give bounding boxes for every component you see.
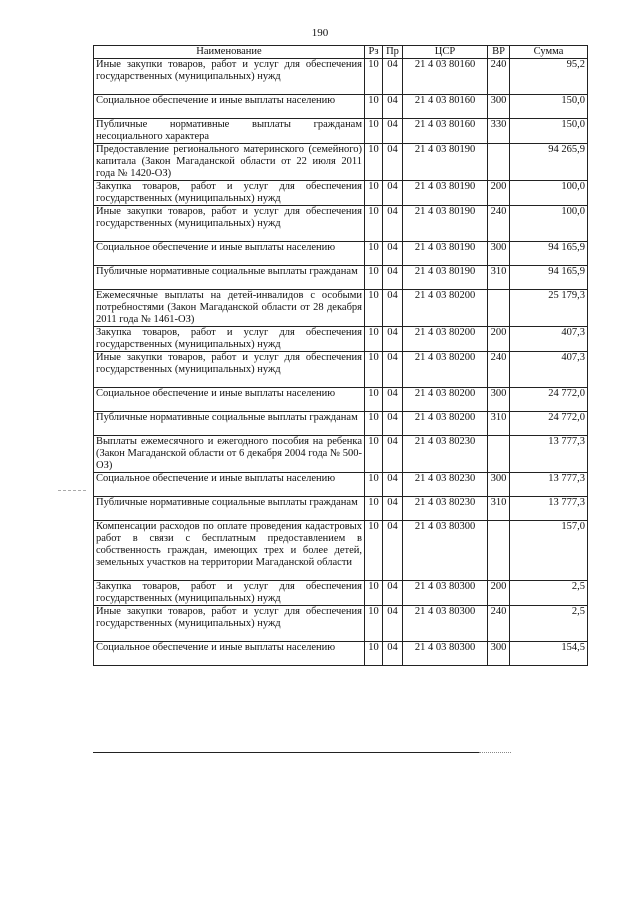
table-row (94, 290, 588, 327)
row-name-cell: Выплаты ежемесячного и ежегодного пособия на ребенка (Закон Магаданской области от 6 декабря 2004 года № 500-ОЗ) (94, 436, 365, 473)
row-csr-cell: 21 4 03 80300 (403, 521, 488, 581)
row-sum-cell: 407,3 (510, 327, 588, 352)
row-sum-cell: 150,0 (510, 119, 588, 144)
table-row (94, 327, 588, 352)
row-sum-cell: 2,5 (510, 581, 588, 606)
row-rz-cell: 10 (365, 181, 383, 206)
row-name-cell: Иные закупки товаров, работ и услуг для обеспечения государственных (муниципальных) нужд (94, 606, 365, 642)
header-pr: Пр (383, 46, 403, 59)
row-csr-cell: 21 4 03 80160 (403, 119, 488, 144)
row-pr-cell: 04 (383, 473, 403, 497)
table-row (94, 388, 588, 412)
row-rz-cell: 10 (365, 119, 383, 144)
table-row (94, 521, 588, 581)
row-csr-cell: 21 4 03 80190 (403, 266, 488, 290)
row-vr-cell: 300 (488, 642, 510, 666)
row-rz-cell: 10 (365, 206, 383, 242)
row-name-cell: Публичные нормативные выплаты гражданам несоциального характера (94, 119, 365, 144)
row-vr-cell: 310 (488, 412, 510, 436)
table-row (94, 436, 588, 473)
budget-table (93, 45, 588, 666)
row-vr-cell: 240 (488, 352, 510, 388)
row-vr-cell (488, 290, 510, 327)
row-name-cell: Ежемесячные выплаты на детей-инвалидов с особыми потребностями (Закон Магаданской области от 28 декабря 2011 года № 1461-ОЗ) (94, 290, 365, 327)
row-vr-cell: 200 (488, 181, 510, 206)
row-rz-cell: 10 (365, 388, 383, 412)
row-pr-cell: 04 (383, 436, 403, 473)
bottom-rule-tail (479, 752, 511, 753)
row-pr-cell: 04 (383, 642, 403, 666)
row-rz-cell: 10 (365, 606, 383, 642)
row-rz-cell: 10 (365, 242, 383, 266)
row-csr-cell: 21 4 03 80200 (403, 412, 488, 436)
margin-mark (58, 490, 86, 491)
row-name-cell: Иные закупки товаров, работ и услуг для обеспечения государственных (муниципальных) нужд (94, 206, 365, 242)
table-row (94, 242, 588, 266)
row-vr-cell: 300 (488, 388, 510, 412)
row-vr-cell: 240 (488, 206, 510, 242)
row-sum-cell: 94 265,9 (510, 144, 588, 181)
row-name-cell: Иные закупки товаров, работ и услуг для обеспечения государственных (муниципальных) нужд (94, 352, 365, 388)
header-csr: ЦСР (403, 46, 488, 59)
row-rz-cell: 10 (365, 436, 383, 473)
row-sum-cell: 13 777,3 (510, 473, 588, 497)
row-pr-cell: 04 (383, 352, 403, 388)
row-pr-cell: 04 (383, 119, 403, 144)
row-name-cell: Предоставление регионального материнского (семейного) капитала (Закон Магаданской области от 22 июля 2011 года № 1420-ОЗ) (94, 144, 365, 181)
row-pr-cell: 04 (383, 521, 403, 581)
row-sum-cell: 154,5 (510, 642, 588, 666)
row-sum-cell: 407,3 (510, 352, 588, 388)
row-vr-cell: 200 (488, 327, 510, 352)
table-body (94, 59, 588, 666)
table-row (94, 497, 588, 521)
row-rz-cell: 10 (365, 581, 383, 606)
row-csr-cell: 21 4 03 80300 (403, 642, 488, 666)
row-csr-cell: 21 4 03 80190 (403, 181, 488, 206)
table-row (94, 266, 588, 290)
row-name-cell: Социальное обеспечение и иные выплаты населению (94, 473, 365, 497)
row-rz-cell: 10 (365, 497, 383, 521)
row-vr-cell (488, 521, 510, 581)
row-csr-cell: 21 4 03 80190 (403, 206, 488, 242)
table-row (94, 181, 588, 206)
row-rz-cell: 10 (365, 473, 383, 497)
header-rz: Рз (365, 46, 383, 59)
row-pr-cell: 04 (383, 144, 403, 181)
table-row (94, 606, 588, 642)
row-sum-cell: 2,5 (510, 606, 588, 642)
page-number: 190 (311, 27, 329, 39)
table-row (94, 95, 588, 119)
row-vr-cell: 330 (488, 119, 510, 144)
table-row (94, 59, 588, 95)
row-sum-cell: 157,0 (510, 521, 588, 581)
row-csr-cell: 21 4 03 80300 (403, 606, 488, 642)
row-name-cell: Публичные нормативные социальные выплаты гражданам (94, 266, 365, 290)
header-sum: Сумма (510, 46, 588, 59)
row-vr-cell (488, 144, 510, 181)
row-csr-cell: 21 4 03 80190 (403, 242, 488, 266)
row-name-cell: Закупка товаров, работ и услуг для обеспечения государственных (муниципальных) нужд (94, 327, 365, 352)
row-vr-cell: 310 (488, 266, 510, 290)
row-name-cell: Закупка товаров, работ и услуг для обеспечения государственных (муниципальных) нужд (94, 181, 365, 206)
row-csr-cell: 21 4 03 80160 (403, 59, 488, 95)
row-vr-cell: 300 (488, 242, 510, 266)
row-rz-cell: 10 (365, 95, 383, 119)
table-row (94, 642, 588, 666)
row-name-cell: Социальное обеспечение и иные выплаты населению (94, 642, 365, 666)
row-rz-cell: 10 (365, 59, 383, 95)
row-csr-cell: 21 4 03 80200 (403, 388, 488, 412)
row-rz-cell: 10 (365, 290, 383, 327)
row-csr-cell: 21 4 03 80300 (403, 581, 488, 606)
row-sum-cell: 100,0 (510, 181, 588, 206)
row-rz-cell: 10 (365, 642, 383, 666)
row-rz-cell: 10 (365, 521, 383, 581)
row-rz-cell: 10 (365, 352, 383, 388)
row-sum-cell: 100,0 (510, 206, 588, 242)
row-pr-cell: 04 (383, 581, 403, 606)
row-pr-cell: 04 (383, 290, 403, 327)
row-pr-cell: 04 (383, 181, 403, 206)
row-vr-cell: 310 (488, 497, 510, 521)
table-row (94, 206, 588, 242)
row-pr-cell: 04 (383, 242, 403, 266)
row-vr-cell: 300 (488, 473, 510, 497)
header-vr: ВР (488, 46, 510, 59)
table-row (94, 119, 588, 144)
row-csr-cell: 21 4 03 80230 (403, 497, 488, 521)
row-sum-cell: 25 179,3 (510, 290, 588, 327)
row-pr-cell: 04 (383, 327, 403, 352)
row-name-cell: Компенсации расходов по оплате проведения кадастровых работ в связи с бесплатным предоставлением в собственность граждан, имеющих трех и более детей, земельных участков на территории Магаданской области (94, 521, 365, 581)
row-pr-cell: 04 (383, 497, 403, 521)
row-rz-cell: 10 (365, 266, 383, 290)
row-rz-cell: 10 (365, 412, 383, 436)
row-rz-cell: 10 (365, 327, 383, 352)
row-name-cell: Иные закупки товаров, работ и услуг для обеспечения государственных (муниципальных) нужд (94, 59, 365, 95)
row-sum-cell: 24 772,0 (510, 412, 588, 436)
row-pr-cell: 04 (383, 606, 403, 642)
row-name-cell: Публичные нормативные социальные выплаты гражданам (94, 497, 365, 521)
row-csr-cell: 21 4 03 80230 (403, 473, 488, 497)
row-pr-cell: 04 (383, 388, 403, 412)
row-pr-cell: 04 (383, 412, 403, 436)
row-sum-cell: 94 165,9 (510, 242, 588, 266)
row-csr-cell: 21 4 03 80200 (403, 327, 488, 352)
row-sum-cell: 13 777,3 (510, 497, 588, 521)
row-csr-cell: 21 4 03 80200 (403, 352, 488, 388)
table-row (94, 412, 588, 436)
row-name-cell: Социальное обеспечение и иные выплаты населению (94, 95, 365, 119)
row-vr-cell: 240 (488, 606, 510, 642)
row-vr-cell (488, 436, 510, 473)
row-vr-cell: 300 (488, 95, 510, 119)
row-sum-cell: 13 777,3 (510, 436, 588, 473)
row-vr-cell: 240 (488, 59, 510, 95)
row-csr-cell: 21 4 03 80230 (403, 436, 488, 473)
row-csr-cell: 21 4 03 80160 (403, 95, 488, 119)
row-pr-cell: 04 (383, 266, 403, 290)
header-name: Наименование (94, 46, 365, 59)
row-pr-cell: 04 (383, 59, 403, 95)
row-vr-cell: 200 (488, 581, 510, 606)
row-csr-cell: 21 4 03 80200 (403, 290, 488, 327)
row-sum-cell: 150,0 (510, 95, 588, 119)
row-rz-cell: 10 (365, 144, 383, 181)
row-sum-cell: 94 165,9 (510, 266, 588, 290)
row-name-cell: Социальное обеспечение и иные выплаты населению (94, 242, 365, 266)
row-sum-cell: 95,2 (510, 59, 588, 95)
table-row (94, 473, 588, 497)
table-row (94, 144, 588, 181)
table-row (94, 581, 588, 606)
row-name-cell: Закупка товаров, работ и услуг для обеспечения государственных (муниципальных) нужд (94, 581, 365, 606)
row-csr-cell: 21 4 03 80190 (403, 144, 488, 181)
table-row (94, 352, 588, 388)
row-name-cell: Социальное обеспечение и иные выплаты населению (94, 388, 365, 412)
row-name-cell: Публичные нормативные социальные выплаты гражданам (94, 412, 365, 436)
row-pr-cell: 04 (383, 95, 403, 119)
table-header-row (94, 46, 588, 59)
bottom-rule (93, 752, 479, 753)
row-pr-cell: 04 (383, 206, 403, 242)
row-sum-cell: 24 772,0 (510, 388, 588, 412)
